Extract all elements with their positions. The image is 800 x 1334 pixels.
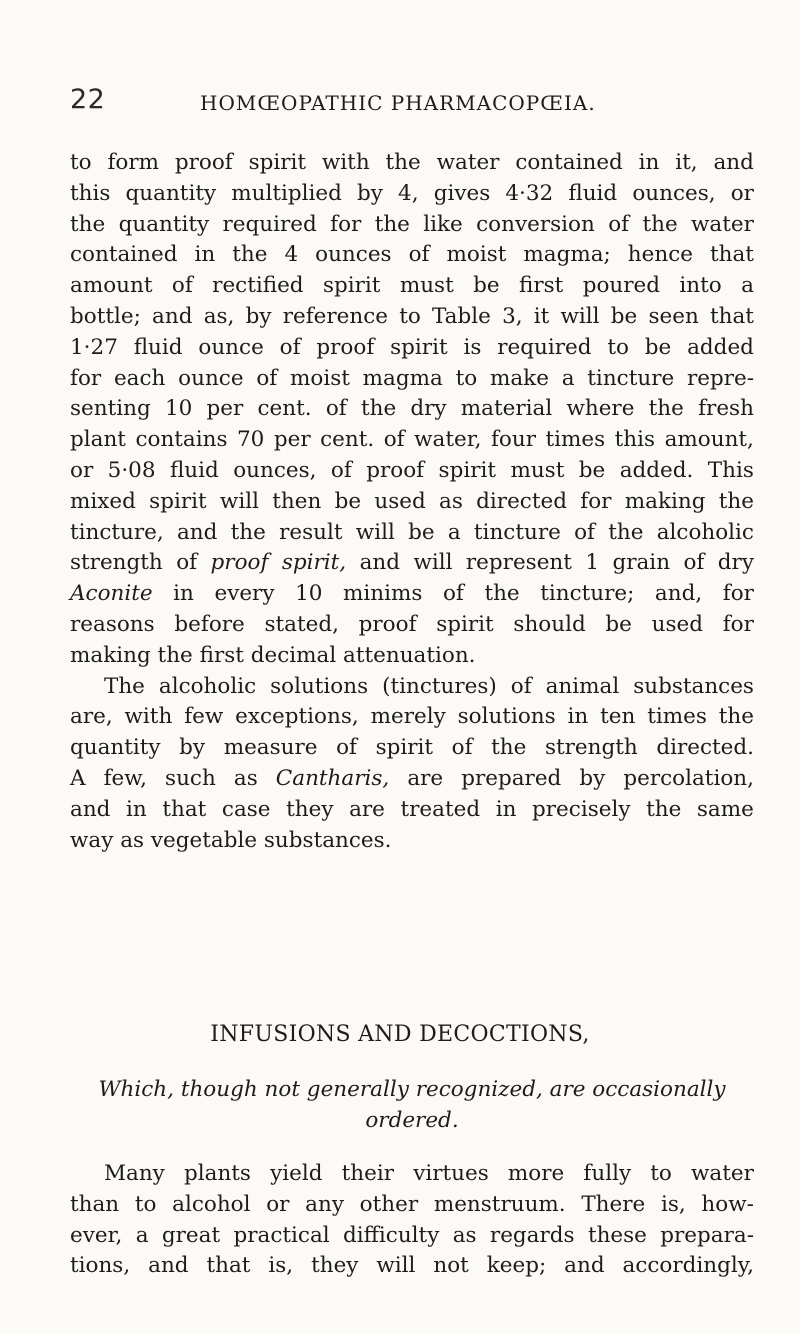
word: contained bbox=[70, 242, 178, 268]
text-line bbox=[70, 1190, 754, 1221]
word: quantity bbox=[125, 180, 217, 206]
word: are bbox=[349, 796, 385, 822]
word: 70 bbox=[237, 427, 265, 453]
word: animal bbox=[545, 673, 620, 699]
word: will bbox=[413, 550, 453, 576]
word: percolation, bbox=[623, 765, 754, 791]
word: repre- bbox=[686, 365, 754, 391]
word: the bbox=[484, 581, 520, 607]
word: 10 bbox=[295, 581, 323, 607]
word: or bbox=[730, 180, 754, 206]
word: of bbox=[256, 365, 278, 391]
word: ounces, bbox=[233, 457, 317, 483]
word: spirit bbox=[390, 334, 448, 360]
word: hence bbox=[627, 242, 693, 268]
word: difficulty bbox=[343, 1222, 440, 1248]
word: more bbox=[507, 1161, 565, 1186]
word: how- bbox=[701, 1191, 754, 1217]
word: contains bbox=[135, 427, 228, 453]
text-line bbox=[70, 425, 754, 456]
word: proof bbox=[174, 150, 233, 175]
word: water bbox=[691, 1161, 754, 1186]
word: regards bbox=[489, 1222, 575, 1248]
word: water bbox=[691, 211, 754, 237]
word: 4, bbox=[398, 180, 419, 206]
word: it bbox=[533, 303, 550, 329]
word: multiplied bbox=[231, 180, 342, 206]
word: Aconite bbox=[70, 581, 153, 607]
word: making bbox=[624, 488, 706, 514]
word: of bbox=[451, 735, 473, 761]
word: cent. bbox=[257, 396, 312, 422]
word: precisely bbox=[532, 796, 631, 822]
word: be bbox=[334, 488, 362, 514]
running-title: HOMŒOPATHIC PHARMACOPŒIA. bbox=[200, 91, 596, 115]
text-line bbox=[70, 240, 754, 271]
word: by bbox=[179, 735, 206, 761]
word: that bbox=[709, 242, 754, 268]
word: should bbox=[513, 611, 586, 637]
word: solutions bbox=[457, 704, 556, 730]
word: plants bbox=[183, 1161, 251, 1186]
word: be bbox=[473, 273, 500, 299]
word: alcohol bbox=[172, 1191, 251, 1217]
word: poured bbox=[582, 273, 661, 299]
word: ounce bbox=[178, 365, 244, 391]
word: where bbox=[566, 396, 635, 422]
word: this bbox=[614, 427, 656, 453]
word: of bbox=[383, 427, 405, 453]
word: used bbox=[374, 488, 426, 514]
word: and, bbox=[654, 581, 703, 607]
word: quantity bbox=[118, 211, 210, 237]
word: stated, bbox=[264, 611, 339, 637]
text-line bbox=[70, 610, 754, 641]
word: 5·08 bbox=[107, 457, 156, 483]
word: first bbox=[519, 273, 564, 299]
word: fluid bbox=[169, 457, 219, 483]
word: spirit bbox=[149, 488, 207, 514]
word: dry bbox=[717, 550, 754, 576]
word: per bbox=[206, 396, 244, 422]
word: the bbox=[608, 519, 644, 545]
word: fully bbox=[583, 1161, 632, 1186]
word: of bbox=[171, 273, 193, 299]
word: required bbox=[222, 211, 317, 237]
word: used bbox=[651, 611, 703, 637]
word: that bbox=[206, 1253, 251, 1279]
word: the bbox=[385, 150, 421, 175]
text-line bbox=[70, 1251, 754, 1282]
word: be bbox=[605, 611, 632, 637]
word: a bbox=[561, 365, 575, 391]
word: A bbox=[70, 765, 86, 791]
word: magma bbox=[362, 365, 443, 391]
word: of bbox=[510, 673, 532, 699]
word: spirit bbox=[436, 611, 494, 637]
word: in bbox=[495, 796, 517, 822]
word: to bbox=[455, 365, 478, 391]
word: such bbox=[165, 765, 216, 791]
word: of bbox=[279, 334, 301, 360]
word: water bbox=[436, 150, 500, 175]
word: moist bbox=[446, 242, 507, 268]
text-line: making the first decimal attenuation. bbox=[70, 642, 476, 668]
word: it, bbox=[675, 150, 698, 175]
word: as, bbox=[203, 303, 235, 329]
word: seen bbox=[648, 303, 699, 329]
word: to bbox=[650, 1161, 672, 1186]
word: gives bbox=[433, 180, 491, 206]
word: to bbox=[399, 303, 421, 329]
word: four bbox=[490, 427, 536, 453]
word: will bbox=[219, 488, 259, 514]
word: ounces, bbox=[632, 180, 716, 206]
text-line-mixed bbox=[70, 548, 754, 579]
word: as bbox=[452, 1222, 477, 1248]
word: solutions bbox=[270, 673, 369, 699]
word: tions, bbox=[70, 1253, 131, 1279]
word: for bbox=[722, 581, 754, 607]
word: few bbox=[184, 704, 224, 730]
word: their bbox=[341, 1161, 395, 1186]
word: directed bbox=[476, 488, 567, 514]
word: keep; bbox=[486, 1253, 547, 1279]
word: the bbox=[232, 242, 268, 268]
word: is bbox=[463, 334, 482, 360]
word: in bbox=[173, 581, 194, 607]
text-line bbox=[70, 456, 754, 487]
word: they bbox=[286, 796, 334, 822]
word: contained bbox=[515, 150, 623, 175]
word: The bbox=[104, 673, 145, 699]
word: bottle; bbox=[70, 303, 141, 329]
word: case bbox=[221, 796, 271, 822]
word: this bbox=[70, 180, 111, 206]
word: ounce bbox=[198, 334, 264, 360]
text-line bbox=[70, 518, 754, 549]
word: amount, bbox=[664, 427, 754, 453]
text-line bbox=[70, 1159, 754, 1190]
text-line bbox=[70, 672, 754, 703]
word: fluid bbox=[568, 180, 618, 206]
text-line-mixed bbox=[70, 764, 754, 795]
word: the bbox=[374, 211, 410, 237]
word: treated bbox=[400, 796, 481, 822]
word: spirit bbox=[375, 735, 434, 761]
word: and bbox=[359, 550, 401, 576]
word: fresh bbox=[698, 396, 754, 422]
text-line bbox=[70, 394, 754, 425]
running-head bbox=[70, 84, 750, 124]
word: before bbox=[174, 611, 245, 637]
word: of bbox=[176, 550, 198, 576]
word: senting bbox=[70, 396, 151, 422]
word: prepara- bbox=[660, 1222, 754, 1248]
word: every bbox=[214, 581, 275, 607]
word: measure bbox=[223, 735, 318, 761]
word: fluid bbox=[133, 334, 183, 360]
word: as bbox=[233, 765, 258, 791]
word: be bbox=[408, 519, 435, 545]
word: then bbox=[272, 488, 322, 514]
word: moist bbox=[290, 365, 350, 391]
word: that bbox=[162, 796, 207, 822]
word: in bbox=[194, 242, 216, 268]
word: accordingly, bbox=[622, 1253, 754, 1279]
word: to bbox=[607, 334, 629, 360]
word: plant bbox=[70, 427, 126, 453]
word: is, bbox=[268, 1253, 294, 1279]
word: cent. bbox=[320, 427, 375, 453]
word: the bbox=[646, 796, 682, 822]
word: amount bbox=[70, 273, 153, 299]
word: times bbox=[647, 704, 707, 730]
word: and bbox=[564, 1253, 605, 1279]
word: be bbox=[644, 334, 672, 360]
word: by bbox=[579, 765, 606, 791]
text-line bbox=[70, 1221, 754, 1252]
word: per bbox=[273, 427, 311, 453]
word: in bbox=[638, 150, 660, 175]
word: added bbox=[687, 334, 754, 360]
word: alcoholic bbox=[656, 519, 754, 545]
word: the bbox=[718, 488, 754, 514]
page-number: 22 bbox=[70, 84, 106, 115]
word: than bbox=[70, 1191, 120, 1217]
text-line bbox=[70, 333, 754, 364]
word: spirit bbox=[438, 457, 497, 483]
word: represent bbox=[465, 550, 572, 576]
word: 3, bbox=[502, 303, 523, 329]
text-line bbox=[70, 733, 754, 764]
word: strength bbox=[70, 550, 163, 576]
word: ten bbox=[600, 704, 636, 730]
word: of bbox=[683, 550, 705, 576]
word: yield bbox=[270, 1161, 323, 1186]
text-line bbox=[70, 271, 754, 302]
word: spirit bbox=[248, 150, 307, 175]
word: same bbox=[696, 796, 754, 822]
word: proof bbox=[316, 334, 375, 360]
word: form bbox=[107, 150, 160, 175]
word: the bbox=[360, 396, 397, 422]
word: spirit bbox=[322, 273, 381, 299]
word: a bbox=[741, 273, 754, 299]
word: must bbox=[399, 273, 454, 299]
word: be bbox=[610, 303, 638, 329]
word: added. bbox=[619, 457, 694, 483]
word: as bbox=[439, 488, 463, 514]
word: a bbox=[135, 1222, 149, 1248]
word: other bbox=[359, 1191, 419, 1217]
subheading-line: Which, though not generally recognized, are occasionally bbox=[98, 1077, 726, 1102]
word: make bbox=[489, 365, 549, 391]
text-line bbox=[70, 148, 754, 179]
word: 1·27 bbox=[70, 334, 118, 360]
word: ounces bbox=[315, 242, 392, 268]
section-subheading bbox=[70, 1074, 754, 1136]
word: and bbox=[176, 519, 218, 545]
word: reasons bbox=[70, 611, 155, 637]
main-text bbox=[70, 148, 754, 856]
word: to bbox=[70, 150, 92, 175]
text-line bbox=[70, 795, 754, 826]
word: by bbox=[245, 303, 272, 329]
word: material bbox=[460, 396, 553, 422]
word: in bbox=[567, 704, 589, 730]
text-line bbox=[70, 179, 754, 210]
word: directed. bbox=[656, 735, 754, 761]
word: of bbox=[408, 242, 430, 268]
word: with bbox=[321, 150, 370, 175]
word: substances bbox=[633, 673, 754, 699]
word: these bbox=[587, 1222, 647, 1248]
word: and bbox=[148, 1253, 189, 1279]
word: be bbox=[578, 457, 606, 483]
word: tincture bbox=[473, 519, 561, 545]
word: mixed bbox=[70, 488, 136, 514]
word: This bbox=[707, 457, 754, 483]
word: prepared bbox=[461, 765, 562, 791]
word: tincture, bbox=[70, 519, 164, 545]
word: proof bbox=[210, 550, 269, 576]
text-line bbox=[70, 487, 754, 518]
word: There bbox=[581, 1191, 646, 1217]
word: like bbox=[423, 211, 463, 237]
word: of bbox=[325, 396, 347, 422]
word: of bbox=[608, 211, 630, 237]
word: exceptions, bbox=[235, 704, 359, 730]
word: (tinctures) bbox=[382, 673, 497, 699]
word: and bbox=[70, 796, 111, 822]
text-line: way as vegetable substances. bbox=[70, 827, 392, 853]
word: few, bbox=[103, 765, 147, 791]
section-text bbox=[70, 1159, 754, 1282]
word: the bbox=[718, 704, 754, 730]
word: reference bbox=[282, 303, 388, 329]
word: proof bbox=[358, 611, 417, 637]
word: of bbox=[442, 581, 464, 607]
word: quantity bbox=[70, 735, 161, 761]
word: great bbox=[161, 1222, 221, 1248]
word: of bbox=[336, 735, 357, 761]
word: conversion bbox=[476, 211, 595, 237]
word: they bbox=[311, 1253, 359, 1279]
word: 4·32 bbox=[505, 180, 554, 206]
word: that bbox=[710, 303, 754, 329]
word: with bbox=[124, 704, 173, 730]
word: will bbox=[560, 303, 600, 329]
text-line bbox=[70, 364, 754, 395]
word: each bbox=[113, 365, 166, 391]
word: or bbox=[266, 1191, 290, 1217]
word: practical bbox=[233, 1222, 330, 1248]
word: merely bbox=[370, 704, 446, 730]
word: rectified bbox=[212, 273, 304, 299]
word: menstruum. bbox=[433, 1191, 566, 1217]
word: grain bbox=[612, 550, 671, 576]
word: required bbox=[497, 334, 592, 360]
word: for bbox=[330, 211, 362, 237]
word: of bbox=[574, 519, 595, 545]
word: the bbox=[70, 211, 106, 237]
word: result bbox=[279, 519, 343, 545]
word: a bbox=[447, 519, 461, 545]
word: and bbox=[152, 303, 193, 329]
word: the bbox=[230, 519, 266, 545]
word: for bbox=[722, 611, 754, 637]
word: any bbox=[305, 1191, 344, 1217]
word: Cantharis, bbox=[275, 765, 390, 791]
word: for bbox=[580, 488, 612, 514]
word: tincture; bbox=[540, 581, 635, 607]
word: times bbox=[545, 427, 606, 453]
text-line bbox=[70, 210, 754, 241]
word: virtues bbox=[413, 1161, 489, 1186]
word: tincture bbox=[587, 365, 675, 391]
word: and bbox=[713, 150, 754, 175]
word: the bbox=[648, 396, 684, 422]
word: will bbox=[355, 519, 395, 545]
word: to bbox=[134, 1191, 157, 1217]
word: must bbox=[510, 457, 565, 483]
text-line bbox=[70, 702, 754, 733]
word: the bbox=[642, 211, 678, 237]
word: Many bbox=[104, 1161, 165, 1186]
word: 1 bbox=[585, 550, 600, 576]
word: or bbox=[70, 457, 94, 483]
word: spirit, bbox=[281, 550, 347, 576]
word: strength bbox=[544, 735, 638, 761]
word: minims bbox=[342, 581, 423, 607]
word: will bbox=[376, 1253, 416, 1279]
word: alcoholic bbox=[158, 673, 257, 699]
text-line-mixed bbox=[70, 579, 754, 610]
word: of bbox=[330, 457, 352, 483]
word: water, bbox=[414, 427, 482, 453]
word: ever, bbox=[70, 1222, 123, 1248]
word: proof bbox=[366, 457, 425, 483]
word: not bbox=[433, 1253, 469, 1279]
word: are bbox=[407, 765, 444, 791]
word: is, bbox=[660, 1191, 686, 1217]
word: for bbox=[70, 365, 102, 391]
word: in bbox=[126, 796, 147, 822]
section-heading: INFUSIONS AND DECOCTIONS, bbox=[210, 1022, 590, 1047]
word: the bbox=[491, 735, 527, 761]
word: Table bbox=[432, 303, 491, 329]
subheading-line: ordered. bbox=[365, 1108, 459, 1133]
word: dry bbox=[410, 396, 447, 422]
word: 10 bbox=[164, 396, 193, 422]
word: 4 bbox=[284, 242, 299, 268]
text-line bbox=[70, 302, 754, 333]
word: by bbox=[357, 180, 383, 206]
word: magma; bbox=[523, 242, 611, 268]
word: are, bbox=[70, 704, 113, 730]
word: into bbox=[679, 273, 722, 299]
